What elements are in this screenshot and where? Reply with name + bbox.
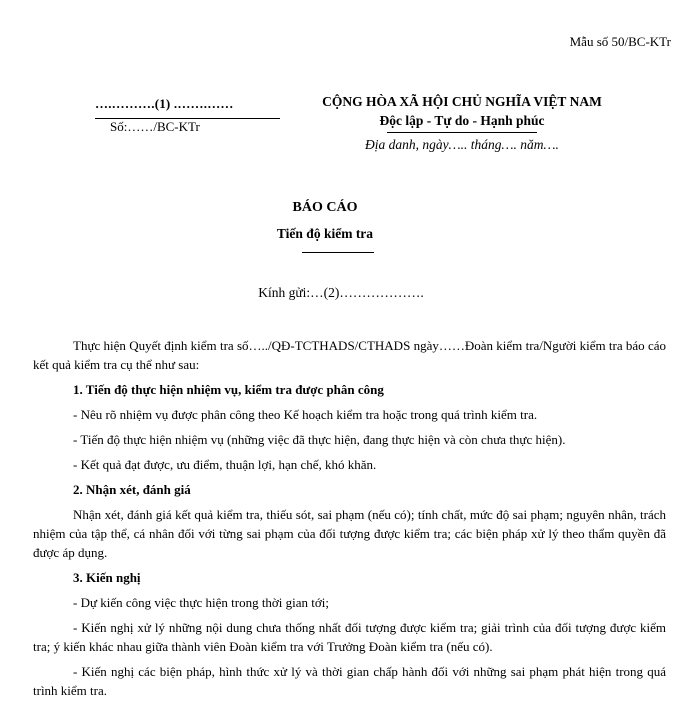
- issuing-agency-block: [95, 96, 280, 135]
- title-underline: [302, 252, 374, 253]
- document-title: BÁO CÁO: [292, 200, 358, 215]
- report-body: [33, 336, 666, 706]
- national-header-block: [297, 94, 627, 153]
- section-3-item: - Kiến nghị các biện pháp, hình thức xử lý và thời gian chấp hành đối với những sai phạm phát hiện trong quá trình kiểm tra.: [33, 664, 666, 698]
- section-1-heading: 1. Tiến độ thực hiện nhiệm vụ, kiểm tra được phân công: [73, 382, 384, 397]
- form-number: Mẫu số 50/BC-KTr: [569, 34, 671, 49]
- section-1-item: - Nêu rõ nhiệm vụ được phân công theo Kế hoạch kiểm tra hoặc trong quá trình kiểm tra.: [73, 407, 538, 422]
- section-2-heading: 2. Nhận xét, đánh giá: [73, 482, 191, 497]
- place-date: Địa danh, ngày….. tháng…. năm….: [365, 137, 559, 152]
- recipient-line: [0, 285, 700, 301]
- section-1-item: - Tiến độ thực hiện nhiệm vụ (những việc đã thực hiện, đang thực hiện và còn chưa thực hiện).: [73, 432, 566, 447]
- national-title: CỘNG HÒA XÃ HỘI CHỦ NGHĨA VIỆT NAM: [322, 94, 602, 109]
- section-2-paragraph: Nhận xét, đánh giá kết quả kiểm tra, thiếu sót, sai phạm (nếu có); tính chất, mức độ sai phạm; nguyên nhân, trách nhiệm của tập thể, cá nhân đối với từng sai phạm của đối tượng được kiểm tra; các biện pháp xử lý theo thẩm quyền đã được áp dụng.: [33, 507, 666, 560]
- motto-underline: [387, 132, 537, 133]
- issuing-agency: ….……….(1) .…….……: [95, 96, 234, 111]
- document-subtitle: Tiến độ kiểm tra: [276, 226, 374, 241]
- national-motto: Độc lập - Tự do - Hạnh phúc: [379, 113, 545, 128]
- intro-paragraph: Thực hiện Quyết định kiểm tra số…../QĐ-TCTHADS/CTHADS ngày……Đoàn kiểm tra/Người kiểm tra báo cáo kết quả kiểm tra cụ thể như sau:: [33, 338, 666, 372]
- section-3-heading: 3. Kiến nghị: [73, 570, 141, 585]
- section-1-item: - Kết quả đạt được, ưu điểm, thuận lợi, hạn chế, khó khăn.: [73, 457, 377, 472]
- document-number: Số:……/BC-KTr: [110, 119, 200, 134]
- recipient-text: Kính gửi:…(2)……………….: [258, 285, 424, 300]
- section-3-item: - Kiến nghị xử lý những nội dung chưa thống nhất đối tượng được kiểm tra; giải trình của đối tượng được kiểm tra; ý kiến khác nhau giữa thành viên Đoàn kiểm tra với Trưởng Đoàn kiểm tra (nếu có).: [33, 620, 666, 654]
- section-3-item: - Dự kiến công việc thực hiện trong thời gian tới;: [73, 595, 330, 610]
- title-block: [0, 200, 700, 253]
